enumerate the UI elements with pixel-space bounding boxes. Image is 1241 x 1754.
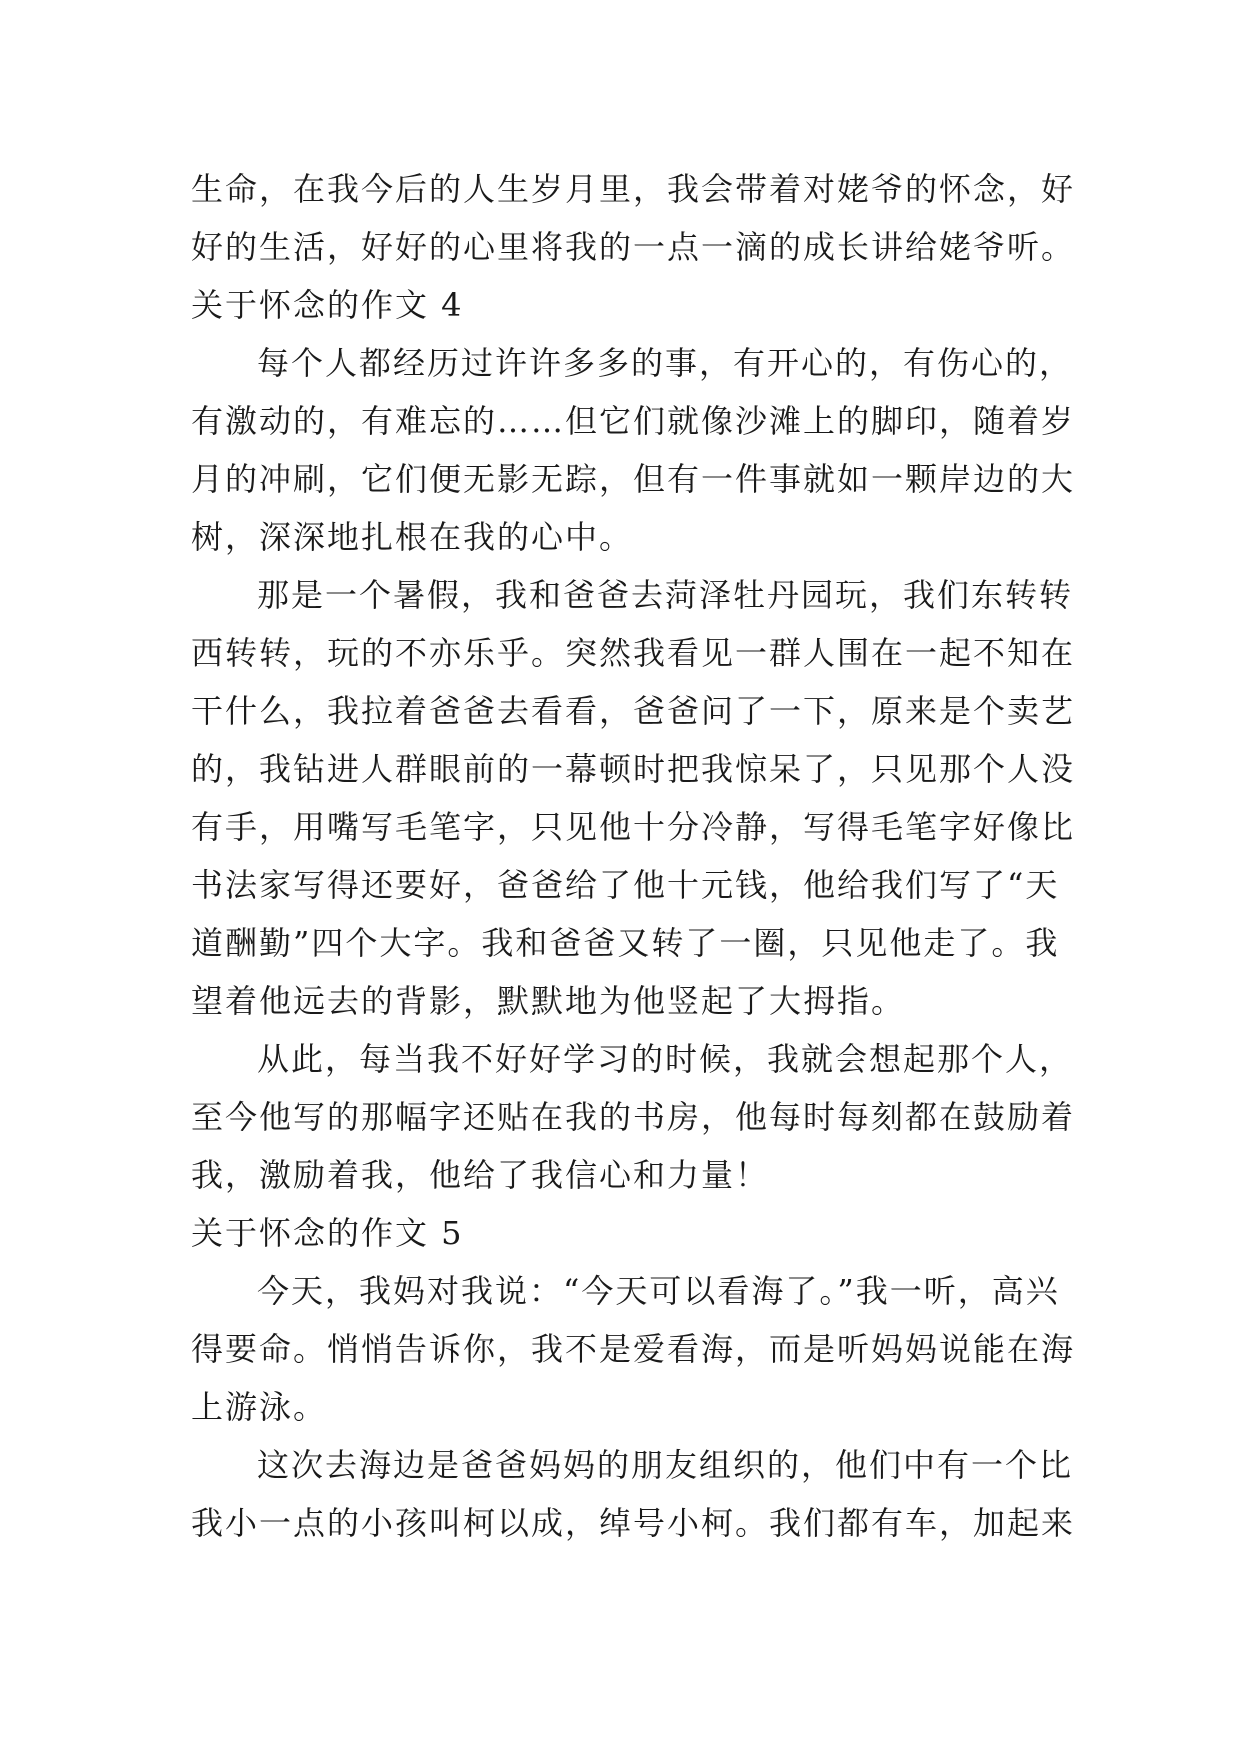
text-line: 那是一个暑假，我和爸爸去菏泽牡丹园玩，我们东转转 xyxy=(257,576,1074,614)
document-body xyxy=(191,160,1076,1552)
text-line: 有手，用嘴写毛笔字，只见他十分冷静，写得毛笔字好像比 xyxy=(191,808,1076,846)
section-heading: 关于怀念的作文 4 xyxy=(191,286,464,324)
section-heading: 关于怀念的作文 5 xyxy=(191,1214,464,1252)
text-line: 望着他远去的背影，默默地为他竖起了大拇指。 xyxy=(191,982,906,1020)
text-line: 道酬勤”四个大字。我和爸爸又转了一圈，只见他走了。我 xyxy=(191,924,1060,962)
text-line: 至今他写的那幅字还贴在我的书房，他每时每刻都在鼓励着 xyxy=(191,1098,1076,1136)
text-line: 干什么，我拉着爸爸去看看，爸爸问了一下，原来是个卖艺 xyxy=(191,692,1076,730)
text-line: 这次去海边是爸爸妈妈的朋友组织的，他们中有一个比 xyxy=(257,1446,1074,1484)
text-line: 今天，我妈对我说：“今天可以看海了。”我一听，高兴 xyxy=(257,1272,1060,1310)
text-line: 好的生活，好好的心里将我的一点一滴的成长讲给姥爷听。 xyxy=(191,228,1076,266)
text-line: 树，深深地扎根在我的心中。 xyxy=(191,518,634,556)
text-line: 有激动的，有难忘的……但它们就像沙滩上的脚印，随着岁 xyxy=(191,402,1076,440)
text-line: 每个人都经历过许许多多的事，有开心的，有伤心的， xyxy=(257,344,1074,382)
text-line: 我小一点的小孩叫柯以成，绰号小柯。我们都有车，加起来 xyxy=(191,1504,1076,1542)
text-line: 上游泳。 xyxy=(191,1388,328,1426)
text-line: 的，我钻进人群眼前的一幕顿时把我惊呆了，只见那个人没 xyxy=(191,750,1076,788)
text-line: 书法家写得还要好，爸爸给了他十元钱，他给我们写了“天 xyxy=(191,866,1060,904)
text-line: 西转转，玩的不亦乐乎。突然我看见一群人围在一起不知在 xyxy=(191,634,1076,672)
text-line: 月的冲刷，它们便无影无踪，但有一件事就如一颗岸边的大 xyxy=(191,460,1076,498)
text-line: 我，激励着我，他给了我信心和力量！ xyxy=(191,1156,770,1194)
text-line: 生命，在我今后的人生岁月里，我会带着对姥爷的怀念，好 xyxy=(191,170,1076,208)
text-line: 从此，每当我不好好学习的时候，我就会想起那个人， xyxy=(257,1040,1074,1078)
text-line: 得要命。悄悄告诉你，我不是爱看海，而是听妈妈说能在海 xyxy=(191,1330,1076,1368)
